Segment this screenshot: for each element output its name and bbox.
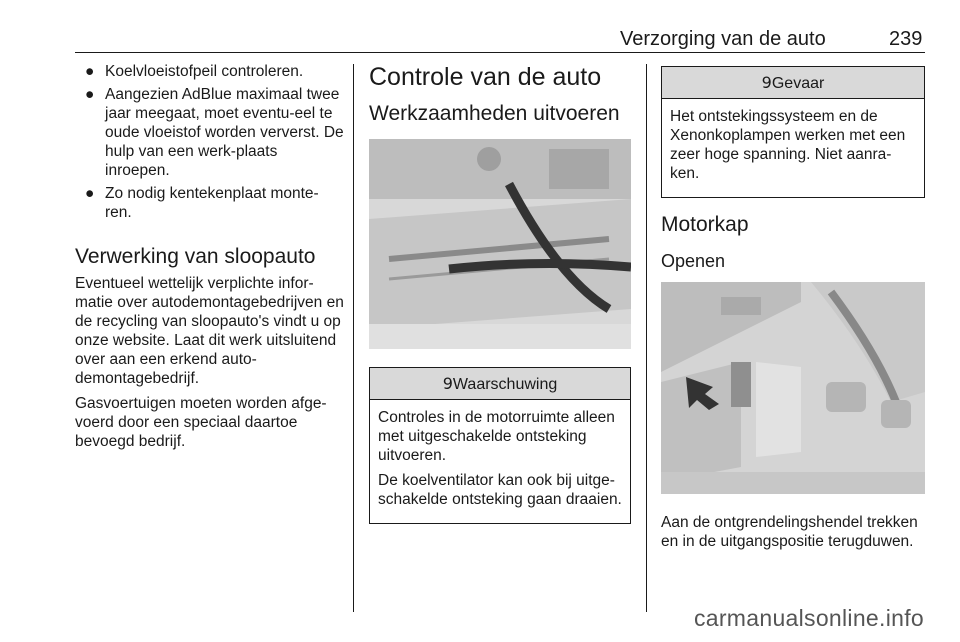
warning-text: Controles in de motorruimte alleen met uitgeschakelde ontsteking uitvoeren. bbox=[378, 409, 615, 464]
watermark: carmanualsonline.info bbox=[693, 605, 924, 631]
danger-text: Het ontstekingssysteem en de Xenonkoplampen werken met een zeer hoge spanning. Niet aanra-ken. bbox=[670, 108, 906, 182]
list-item: ● Zo nodig kentekenplaat monte-ren. bbox=[85, 185, 319, 221]
paragraph: Gasvoertuigen moeten worden afge-voerd door een speciaal daartoe bevoegd bedrijf. bbox=[75, 395, 327, 450]
column-2 bbox=[369, 62, 631, 524]
column-divider-2 bbox=[646, 64, 647, 612]
column-3 bbox=[661, 62, 925, 551]
danger-icon: 9 bbox=[761, 73, 772, 92]
hood-release-image bbox=[661, 282, 925, 494]
column-divider-1 bbox=[353, 64, 354, 612]
engine-bay-illustration bbox=[369, 139, 631, 349]
section-title: Verwerking van sloopauto bbox=[75, 245, 316, 268]
warning-heading: 9Waarschuwing bbox=[370, 368, 630, 400]
list-item: ● Aangezien AdBlue maximaal twee jaar meegaat, moet eventu-eel te oude vloeistof worden ververst. De hulp van een werk-plaats inroepen. bbox=[85, 86, 344, 179]
hood-release-illustration bbox=[661, 282, 925, 494]
header-rule bbox=[75, 52, 925, 53]
danger-box bbox=[661, 66, 925, 198]
image-caption: Aan de ontgrendelingshendel trekken en in de uitgangspositie terugduwen. bbox=[661, 514, 918, 550]
column-1 bbox=[75, 62, 345, 451]
section-title: Motorkap bbox=[661, 213, 749, 236]
paragraph: Eventueel wettelijk verplichte infor-matie over autodemontagebedrijven en de recycling van sloopauto's vindt u op onze website. Laat dit werk uitsluitend over aan een erkend auto-demontagebedrijf. bbox=[75, 275, 344, 387]
page-number: 239 bbox=[889, 28, 923, 50]
running-header-title: Verzorging van de auto bbox=[620, 28, 826, 50]
warning-text: De koelventilator kan ook bij uitge-schakelde ontsteking gaan draaien. bbox=[378, 472, 622, 508]
subsection-title: Openen bbox=[661, 251, 726, 271]
bullet-list bbox=[75, 62, 345, 222]
subsection-title: Werkzaamheden uitvoeren bbox=[369, 102, 620, 125]
warning-box bbox=[369, 367, 631, 524]
page-section-title: Controle van de auto bbox=[369, 63, 602, 91]
engine-bay-image bbox=[369, 139, 631, 349]
list-item: ● Koelvloeistofpeil controleren. bbox=[85, 63, 304, 80]
danger-heading: 9Gevaar bbox=[662, 67, 924, 99]
warning-icon: 9 bbox=[442, 374, 453, 393]
